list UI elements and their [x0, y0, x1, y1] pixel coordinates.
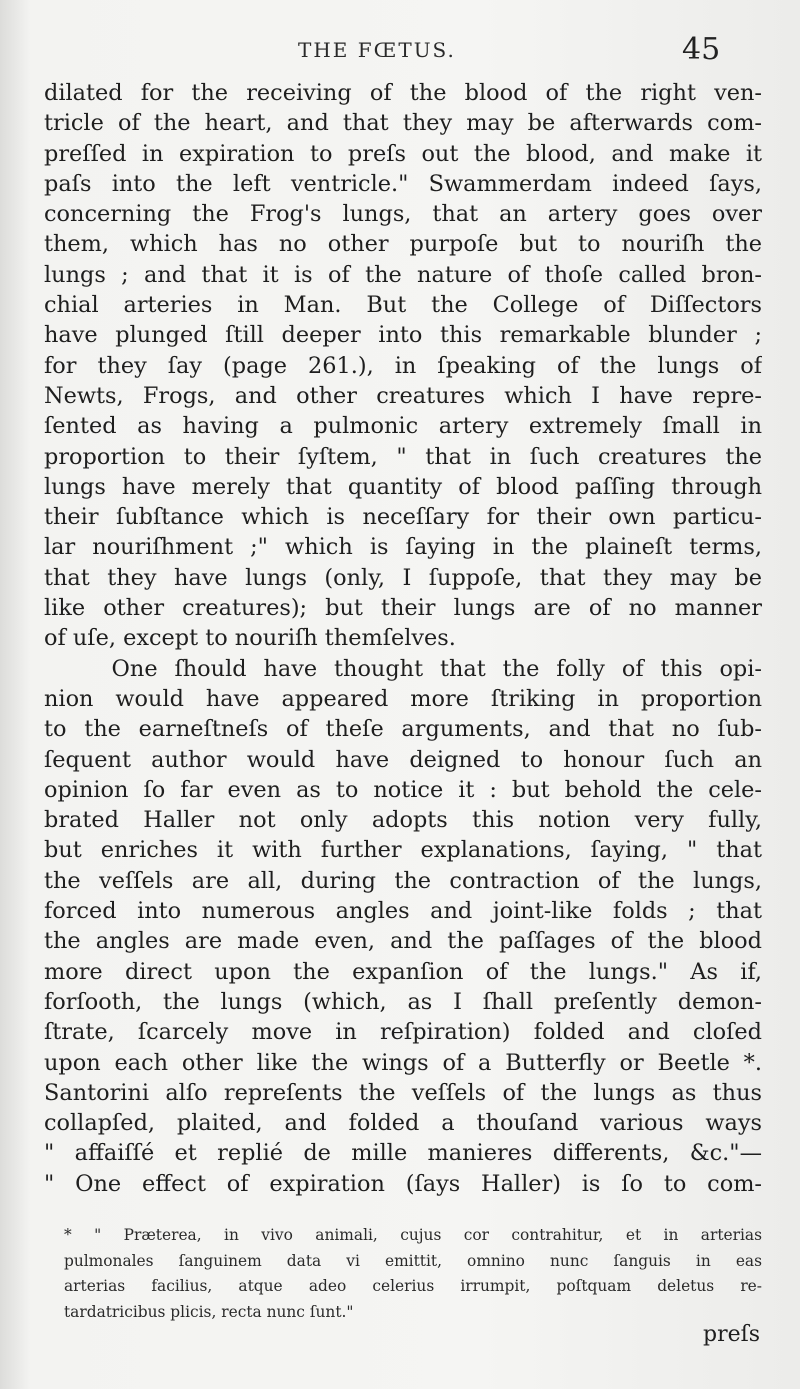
footnote-line: tardatricibus plicis, recta nunc ſunt."	[64, 1302, 354, 1321]
text-line: paſs into the left ventricle." Swammerdam indeed ſays,	[44, 170, 762, 197]
text-line: " affaiſſé et replié de mille manieres differents, &c."—	[44, 1140, 762, 1167]
page-header	[0, 30, 800, 70]
text-line: of uſe, except to nouriſh themſelves.	[44, 625, 456, 652]
text-line: preſſed in expiration to preſs out the blood, and make it	[44, 140, 762, 167]
running-title: THE FŒTUS.	[298, 38, 456, 62]
text-line: " One effect of expiration (ſays Haller) is ſo to com-	[44, 1170, 762, 1197]
footnote	[64, 1223, 762, 1325]
text-line: ſented as having a pulmonic artery extremely ſmall in	[44, 413, 762, 440]
text-line: lar nouriſhment ;" which is ſaying in the plaineſt terms,	[44, 534, 762, 561]
text-line: dilated for the receiving of the blood of the right ven-	[44, 80, 762, 106]
text-line: more direct upon the expanſion of the lungs." As if,	[44, 958, 762, 985]
text-line: Santorini alſo repreſents the veſſels of the lungs as thus	[44, 1079, 762, 1106]
text-line: proportion to their ſyſtem, " that in ſuch creatures the	[44, 443, 762, 470]
text-line: their ſubſtance which is neceſſary for their own particu-	[44, 504, 762, 531]
text-line: brated Haller not only adopts this notion very fully,	[44, 807, 762, 834]
text-line: Newts, Frogs, and other creatures which I have repre-	[44, 382, 762, 409]
footnote-line: arterias facilius, atque adeo celerius irrumpit, poſtquam deletus re-	[64, 1277, 762, 1295]
text-line: like other creatures); but their lungs are of no manner	[44, 595, 762, 622]
text-line: for they ſay (page 261.), in ſpeaking of the lungs of	[44, 352, 762, 379]
text-line: to the earneſtneſs of theſe arguments, and that no ſub-	[44, 716, 762, 743]
footnote-line: * " Præterea, in vivo animali, cujus cor contrahitur, et in arterias	[64, 1226, 762, 1244]
text-line: lungs ; and that it is of the nature of thoſe called bron-	[44, 261, 762, 288]
body-text	[44, 78, 762, 1199]
text-line: tricle of the heart, and that they may be afterwards com-	[44, 110, 762, 137]
text-line: One ſhould have thought that the folly of this opi-	[44, 655, 762, 682]
catchword: preſs	[703, 1322, 761, 1347]
text-line: forced into numerous angles and joint-like folds ; that	[44, 898, 762, 925]
text-line: that they have lungs (only, I ſuppoſe, that they may be	[44, 564, 762, 591]
text-line: forſooth, the lungs (which, as I ſhall preſently demon-	[44, 988, 762, 1015]
text-line: collapſed, plaited, and folded a thouſand various ways	[44, 1110, 762, 1137]
text-line: ſequent author would have deigned to honour ſuch an	[44, 746, 762, 773]
text-line: nion would have appeared more ſtriking in proportion	[44, 685, 762, 712]
text-line: upon each other like the wings of a Butterfly or Beetle *.	[44, 1049, 762, 1076]
text-line: concerning the Frog's lungs, that an artery goes over	[44, 201, 762, 228]
text-line: opinion ſo far even as to notice it : but behold the cele-	[44, 776, 762, 803]
text-line: chial arteries in Man. But the College of Diſſectors	[44, 292, 762, 319]
page-number: 45	[682, 32, 721, 67]
text-line: lungs have merely that quantity of blood paſſing through	[44, 473, 762, 500]
text-line: ſtrate, ſcarcely move in reſpiration) folded and cloſed	[44, 1019, 762, 1046]
text-line: the angles are made even, and the paſſages of the blood	[44, 928, 762, 955]
text-line: them, which has no other purpoſe but to nouriſh the	[44, 231, 762, 258]
footnote-line: pulmonales ſanguinem data vi emittit, omnino nunc ſanguis in eas	[64, 1251, 762, 1270]
text-line: but enriches it with further explanations, ſaying, " that	[44, 837, 762, 864]
text-line: have plunged ſtill deeper into this remarkable blunder ;	[44, 322, 762, 349]
text-line: the veſſels are all, during the contraction of the lungs,	[44, 867, 762, 894]
